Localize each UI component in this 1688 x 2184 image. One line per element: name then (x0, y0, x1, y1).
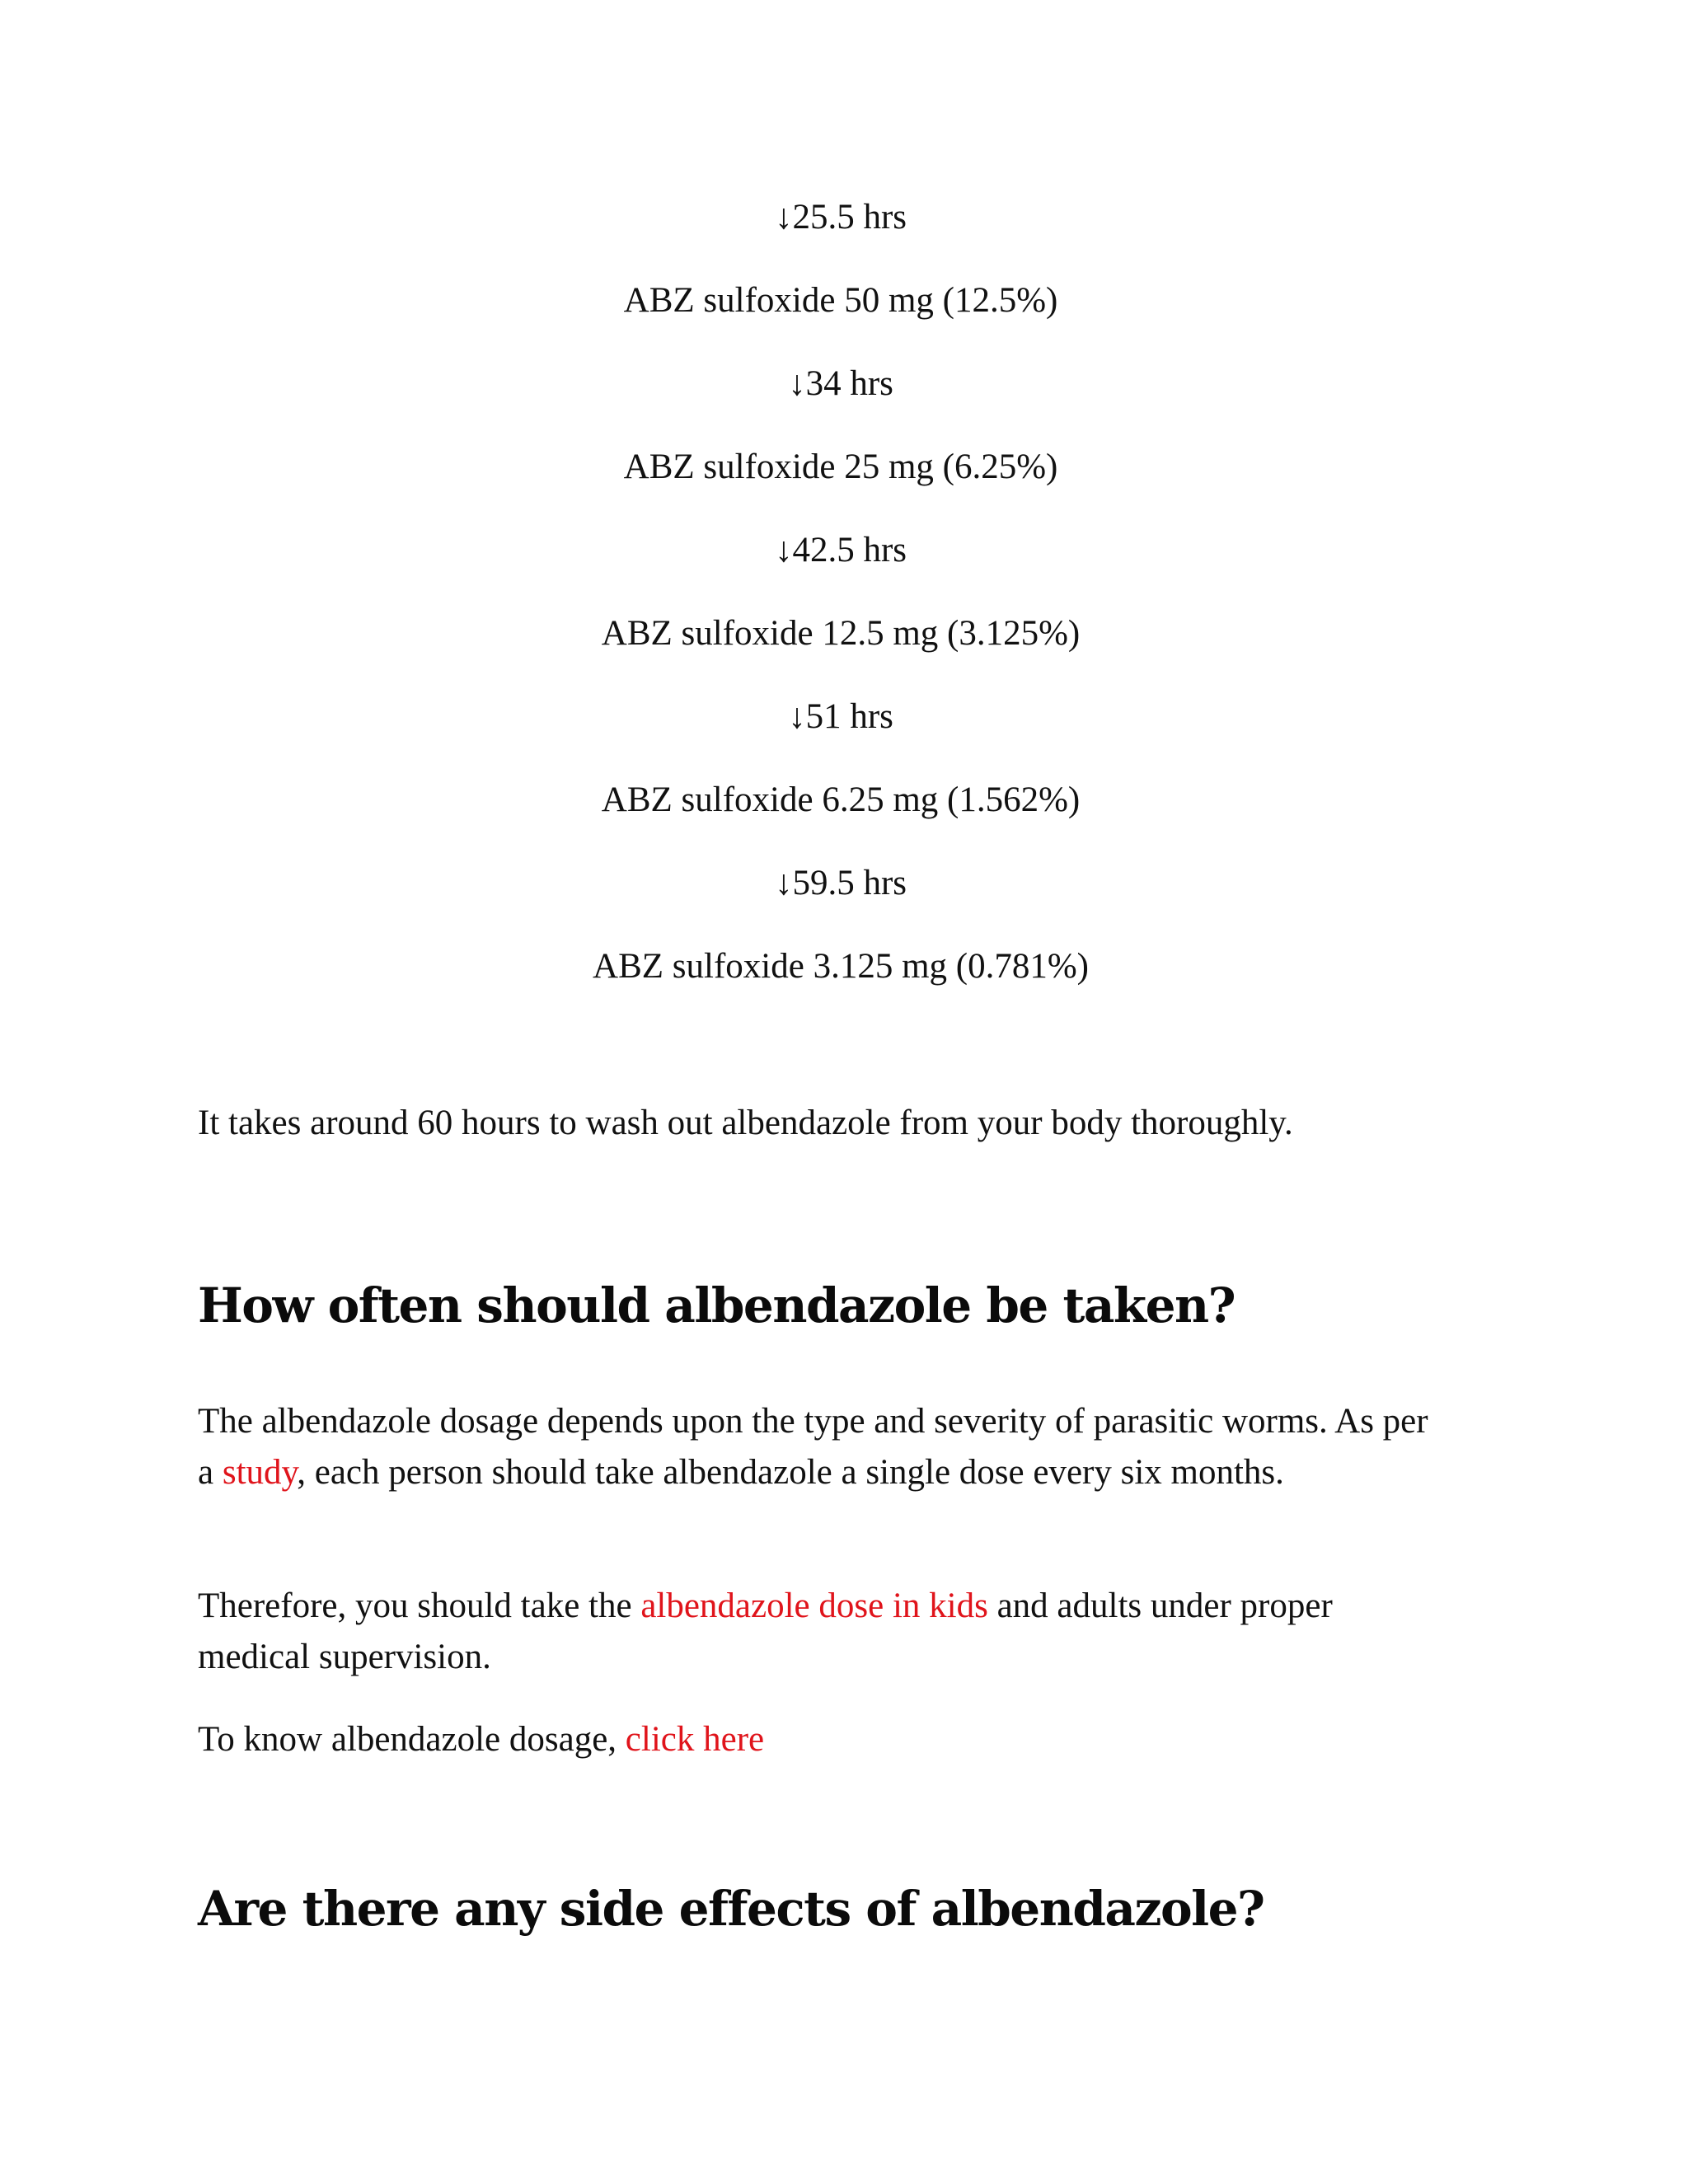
section-heading-side-effects: Are there any side effects of albendazole? (198, 1881, 1264, 1937)
dose-remaining: ABZ sulfoxide 25 mg (6.25%) (623, 448, 1058, 486)
study-link[interactable]: study (222, 1453, 298, 1492)
half-life-step: ↓34 hrs (788, 364, 893, 403)
half-life-step: ↓51 hrs (788, 697, 893, 736)
dose-remaining: ABZ sulfoxide 50 mg (12.5%) (623, 281, 1058, 320)
dosage-link-text: To know albendazole dosage, (198, 1720, 626, 1759)
dosage-text-end: , each person should take albendazole a single dose every six months. (297, 1453, 1284, 1492)
dose-remaining: ABZ sulfoxide 6.25 mg (1.562%) (601, 780, 1081, 819)
click-here-link[interactable]: click here (625, 1720, 765, 1759)
dose-remaining: ABZ sulfoxide 3.125 mg (0.781%) (593, 947, 1089, 986)
half-life-step: ↓25.5 hrs (774, 198, 907, 237)
washout-paragraph: It takes around 60 hours to wash out albendazole from your body thoroughly. (198, 1104, 1293, 1142)
supervision-paragraph (198, 1581, 1451, 1683)
half-life-step: ↓42.5 hrs (774, 531, 907, 569)
half-life-step: ↓59.5 hrs (774, 864, 907, 902)
section-heading-frequency: How often should albendazole be taken? (198, 1277, 1236, 1333)
dosage-paragraph (198, 1396, 1451, 1498)
dosage-link-paragraph (198, 1714, 1451, 1765)
dose-remaining: ABZ sulfoxide 12.5 mg (3.125%) (601, 614, 1081, 653)
supervision-text: Therefore, you should take the (198, 1586, 641, 1625)
kids-dose-link[interactable]: albendazole dose in kids (640, 1586, 988, 1625)
dosage-text: The albendazole dosage depends upon the type and severity of parasitic worms. As per a (198, 1402, 1428, 1492)
supervision-text-end: and adults under proper medical supervision. (198, 1586, 1333, 1676)
